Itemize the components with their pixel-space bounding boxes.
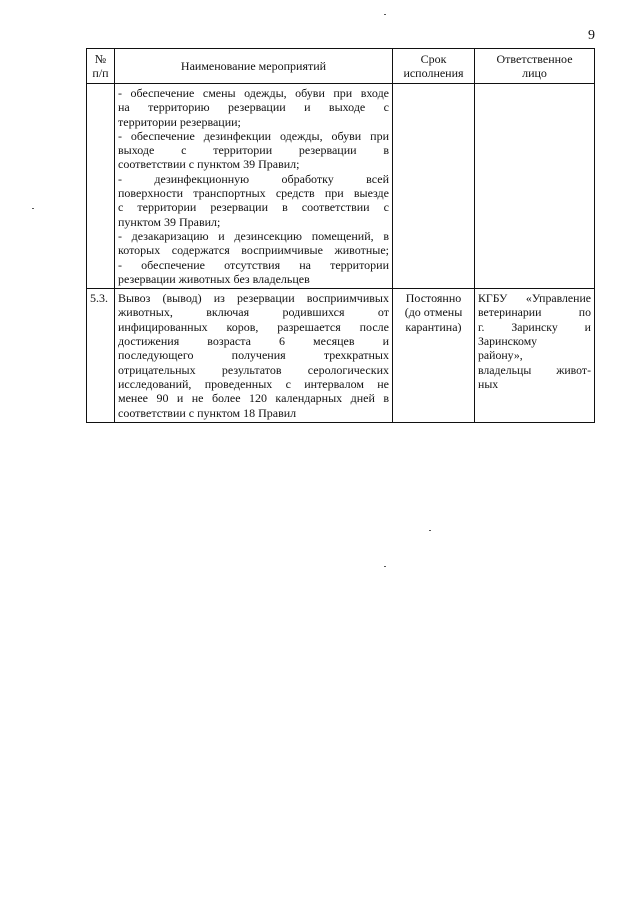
responsible-line: Заринскому: [478, 334, 538, 349]
table-row: [87, 289, 595, 423]
text-line: менее 90 и не более 120 календарных дней в: [118, 391, 389, 406]
row-responsible-cell: [475, 289, 595, 423]
scan-speck: [429, 530, 431, 531]
text-line: выходе с территории резервации в: [118, 143, 389, 158]
measures-table: [86, 48, 595, 423]
row-name-cell: [115, 84, 393, 289]
text-line: - обеспечение дезинфекции одежды, обуви при: [118, 128, 389, 143]
row-number-cell: 5.3.: [87, 289, 115, 423]
responsible-line: КГБУ «Управление: [478, 291, 591, 306]
header-term: [393, 49, 475, 84]
responsible-line: владельцы живот-: [478, 362, 591, 377]
term-line: карантина): [405, 319, 462, 334]
text-line: поверхности транспортных средств при выезде: [118, 186, 389, 201]
responsible-line: району»,: [478, 348, 523, 363]
scan-speck: [384, 566, 386, 567]
text-line: которых содержатся восприимчивые животные;: [118, 243, 389, 258]
term-line: (до отмены: [404, 305, 463, 320]
row-responsible-cell: [475, 84, 595, 289]
text-line: на территорию резервации и выходе с: [118, 100, 389, 115]
text-line: резервации животных без владельцев: [118, 271, 310, 286]
text-line: последующего получения трехкратных: [118, 348, 389, 363]
header-name: Наименование мероприятий: [115, 49, 393, 84]
responsible-line: ных: [478, 376, 499, 391]
row-number-cell: [87, 84, 115, 289]
text-line: - дезакаризацию и дезинсекцию помещений, в: [118, 228, 389, 243]
header-number-line: №: [94, 52, 107, 66]
text-line: - обеспечение отсутствия на территории: [118, 257, 389, 272]
text-line: территории резервации;: [118, 114, 241, 129]
text-line: исследований, проведенных с интервалом не: [118, 376, 389, 391]
text-line: животных, включая родившихся от: [118, 305, 389, 320]
term-line: Постоянно: [405, 291, 462, 306]
text-line: инфицированных коров, разрешается после: [118, 319, 389, 334]
text-line: пунктом 39 Правил;: [118, 214, 221, 229]
row-name-cell: [115, 289, 393, 423]
text-line: - дезинфекционную обработку всей: [118, 171, 389, 186]
scan-speck: [384, 14, 386, 15]
row-term-cell: [393, 84, 475, 289]
responsible-line: г. Заринску и: [478, 319, 591, 334]
header-responsible: [475, 49, 595, 84]
header-term-line: исполнения: [403, 66, 464, 80]
table-row: [87, 84, 595, 289]
text-line: - обеспечение смены одежды, обуви при входе: [118, 86, 389, 100]
text-line: соответствии с пунктом 18 Правил: [118, 405, 297, 420]
header-responsible-line: лицо: [522, 66, 547, 80]
text-line: соответствии с пунктом 39 Правил;: [118, 157, 300, 172]
row-term-cell: [393, 289, 475, 423]
scan-speck: [32, 208, 34, 209]
text-line: с территории резервации в соответствии с: [118, 200, 389, 215]
table-header-row: [87, 49, 595, 84]
responsible-line: ветеринарии по: [478, 305, 591, 320]
text-line: Вывоз (вывод) из резервации восприимчивых: [118, 291, 389, 306]
header-responsible-line: Ответственное: [496, 52, 573, 66]
text-line: отрицательных результатов серологических: [118, 362, 389, 377]
page-number: 9: [588, 28, 595, 43]
header-number: [87, 49, 115, 84]
text-line: достижения возраста 6 месяцев и: [118, 334, 389, 349]
header-term-line: Срок: [420, 52, 447, 66]
header-number-line: п/п: [92, 66, 109, 80]
